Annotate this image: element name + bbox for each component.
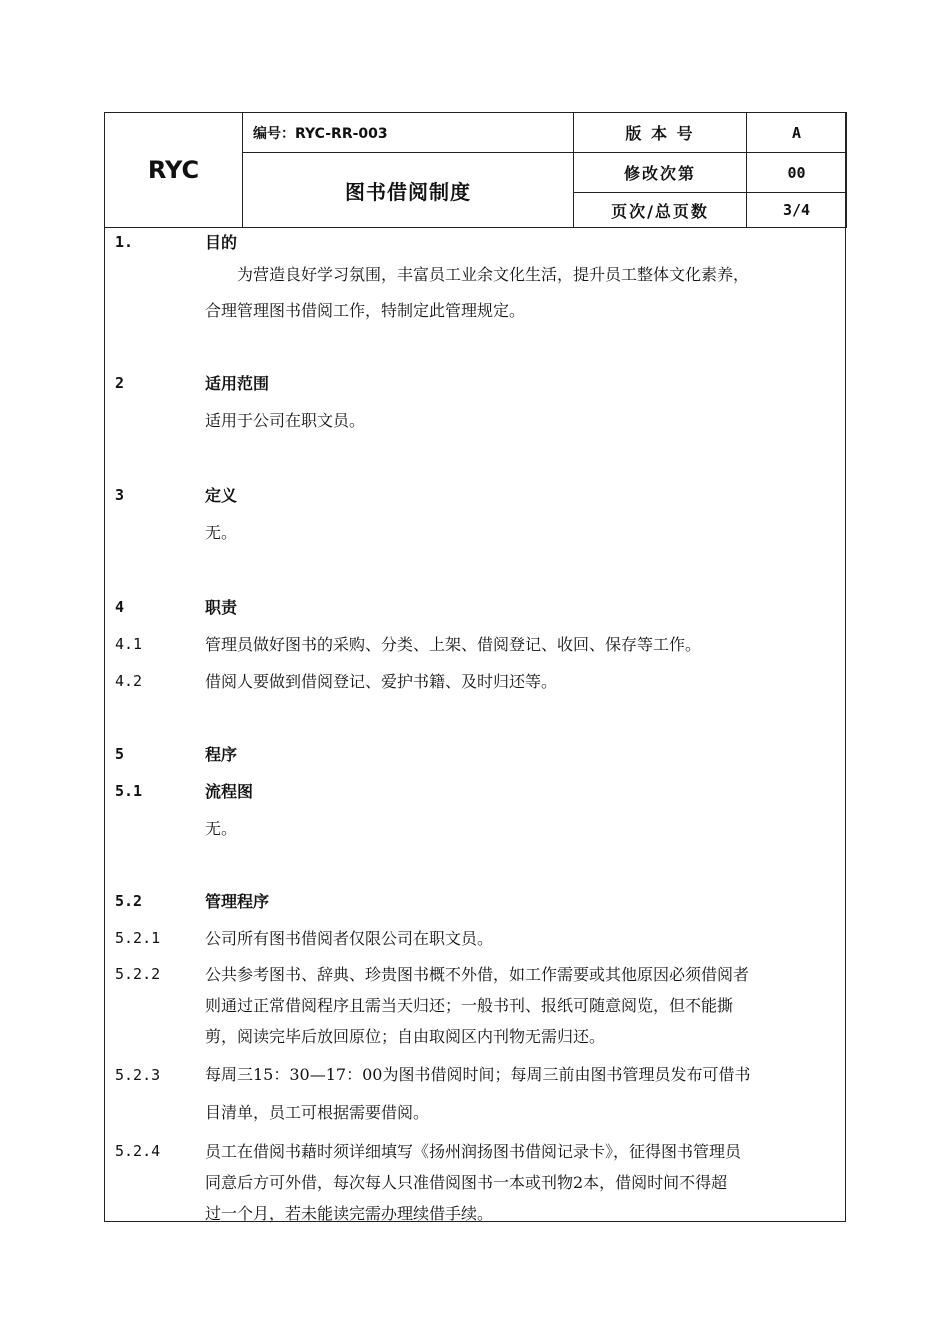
- section-heading: [115, 740, 837, 769]
- revision-value: 00: [747, 153, 847, 193]
- section-title: 定义: [205, 486, 238, 505]
- version-label: 版 本 号: [574, 113, 747, 153]
- section-heading: [115, 228, 837, 257]
- paragraph-line: 无。: [205, 523, 238, 542]
- section-title: 目的: [205, 233, 238, 252]
- list-item: [115, 630, 837, 659]
- list-item: [115, 1136, 837, 1229]
- item-text: 公共参考图书、辞典、珍贵图书概不外借，如工作需要或其他原因必须借阅者: [205, 965, 750, 984]
- item-text: 同意后方可外借，每次每人只准借阅图书一本或刊物2本，借阅时间不得超: [205, 1173, 728, 1192]
- list-item: [115, 959, 837, 1052]
- company-logo: RYC: [105, 113, 243, 228]
- item-number: 5.2.1: [115, 929, 161, 947]
- list-item: [115, 924, 837, 953]
- paragraph: [115, 518, 837, 547]
- paragraph: [115, 814, 837, 843]
- section-number: 5: [115, 745, 125, 763]
- subsection-title: 流程图: [205, 782, 254, 801]
- section-number: 4: [115, 598, 125, 616]
- list-item: [115, 1056, 837, 1132]
- section-number: 1.: [115, 233, 134, 251]
- paragraph-line: 合理管理图书借阅工作，特制定此管理规定。: [205, 301, 526, 320]
- document-title: 图书借阅制度: [243, 153, 574, 228]
- item-text: 管理员做好图书的采购、分类、上架、借阅登记、收回、保存等工作。: [205, 635, 702, 654]
- paragraph-line: 适用于公司在职文员。: [205, 411, 366, 430]
- item-text: 借阅人要做到借阅登记、爱护书籍、及时归还等。: [205, 672, 558, 691]
- paragraph: [115, 406, 837, 435]
- section-heading: [115, 369, 837, 398]
- section-number: 2: [115, 374, 125, 392]
- item-number: 5.2.4: [115, 1142, 161, 1160]
- document-header-table: [104, 112, 847, 228]
- item-text: 则通过正常借阅程序且需当天归还；一般书刊、报纸可随意阅览，但不能撕: [205, 996, 734, 1015]
- subsection-number: 5.2: [115, 892, 143, 910]
- item-number: 4.1: [115, 635, 143, 653]
- item-text: 目清单，员工可根据需要借阅。: [205, 1103, 430, 1122]
- item-text: 员工在借阅书藉时须详细填写《扬州润扬图书借阅记录卡》，征得图书管理员: [205, 1142, 742, 1161]
- item-number: 4.2: [115, 672, 143, 690]
- paragraph-line: 无。: [205, 819, 238, 838]
- page-count-label: 页次/总页数: [574, 193, 747, 228]
- paragraph: [115, 257, 837, 329]
- subsection-number: 5.1: [115, 782, 143, 800]
- item-text: 每周三15：30—17：00为图书借阅时间；每周三前由图书管理员发布可借书: [205, 1065, 751, 1084]
- section-number: 3: [115, 486, 125, 504]
- list-item: [115, 667, 837, 696]
- item-number: 5.2.3: [115, 1066, 161, 1084]
- paragraph-line: 为营造良好学习氛围，丰富员工业余文化生活，提升员工整体文化素养，: [237, 265, 750, 284]
- item-text: 剪，阅读完毕后放回原位；自由取阅区内刊物无需归还。: [205, 1027, 606, 1046]
- section-title: 适用范围: [205, 374, 270, 393]
- document-body: [115, 228, 837, 1229]
- document-code: 编号：RYC-RR-003: [243, 113, 574, 153]
- section-heading: [115, 481, 837, 510]
- section-title: 程序: [205, 745, 238, 764]
- page-count-value: 3/4: [747, 193, 847, 228]
- item-number: 5.2.2: [115, 965, 161, 983]
- item-text: 公司所有图书借阅者仅限公司在职文员。: [205, 929, 494, 948]
- subsection-title: 管理程序: [205, 892, 270, 911]
- item-text: 过一个月，若未能读完需办理续借手续。: [205, 1204, 494, 1223]
- revision-label: 修改次第: [574, 153, 747, 193]
- version-value: A: [747, 113, 847, 153]
- subsection-heading: [115, 887, 837, 916]
- section-title: 职责: [205, 598, 238, 617]
- subsection-heading: [115, 777, 837, 806]
- section-heading: [115, 593, 837, 622]
